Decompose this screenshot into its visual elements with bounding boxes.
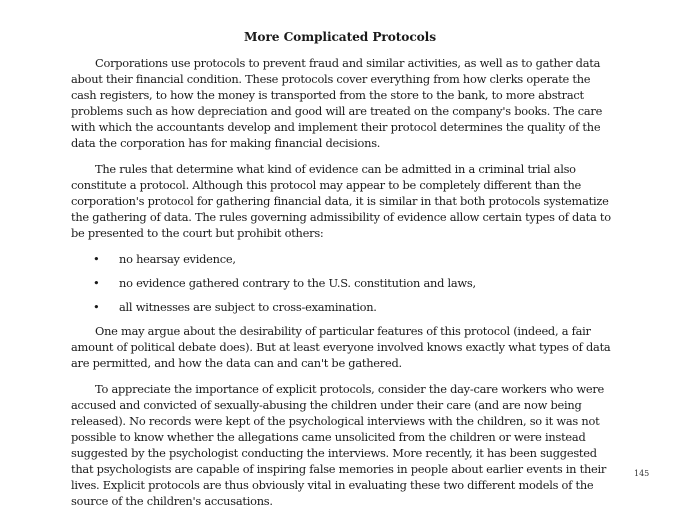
paragraph-day-care: To appreciate the importance of explicit protocols, consider the day-care workers who were accused and convicted of sexually-abusing the children under their care (and are now being released). No records were kept of the psychological interviews with the children, so it was not possible to know whether the allegations came unsolicited from the children or were instead suggested by the psychologist conducting the interviews. More recently, it has been suggested that psychologists are capable of inspiring false memories in people about earlier events in their lives. Explicit protocols are thus obviously vital in evaluating these two different models of the source of the children's accusations. (71, 382, 607, 508)
body-text (71, 55, 616, 519)
list-item-text: no hearsay evidence, (119, 252, 236, 266)
section-title: More Complicated Protocols (244, 30, 436, 44)
list-item (71, 251, 616, 267)
paragraph-evidence-rules: The rules that determine what kind of evidence can be admitted in a criminal trial also constitute a protocol. Although this protocol may appear to be completely different than the corporation's protocol for gathering financial data, it is similar in that both protocols systematize the gathering of data. The rules governing admissibility of evidence allow certain types of data to be presented to the court but prohibit others: (71, 162, 611, 240)
bullet-icon: • (93, 300, 100, 314)
evidence-rules-list (71, 251, 616, 315)
list-item (71, 275, 616, 291)
bullet-icon: • (93, 276, 100, 290)
list-item (71, 299, 616, 315)
list-item-text: no evidence gathered contrary to the U.S. constitution and laws, (119, 276, 476, 290)
list-item-text: all witnesses are subject to cross-examination. (119, 300, 377, 314)
bullet-icon: • (93, 252, 100, 266)
paragraph-corporations: Corporations use protocols to prevent fraud and similar activities, as well as to gather data about their financial condition. These protocols cover everything from how clerks operate the cash registers, to how the money is transported from the store to the bank, to more abstract problems such as how depreciation and good will are treated on the company's books. The care with which the accountants develop and implement their protocol determines the quality of the data the corporation has for making financial decisions. (71, 56, 603, 150)
page-number: 145 (634, 469, 650, 478)
paragraph-debate: One may argue about the desirability of particular features of this protocol (indeed, a fair amount of political debate does). But at least everyone involved knows exactly what types of data are permitted, and how the data can and can't be gathered. (71, 324, 611, 370)
